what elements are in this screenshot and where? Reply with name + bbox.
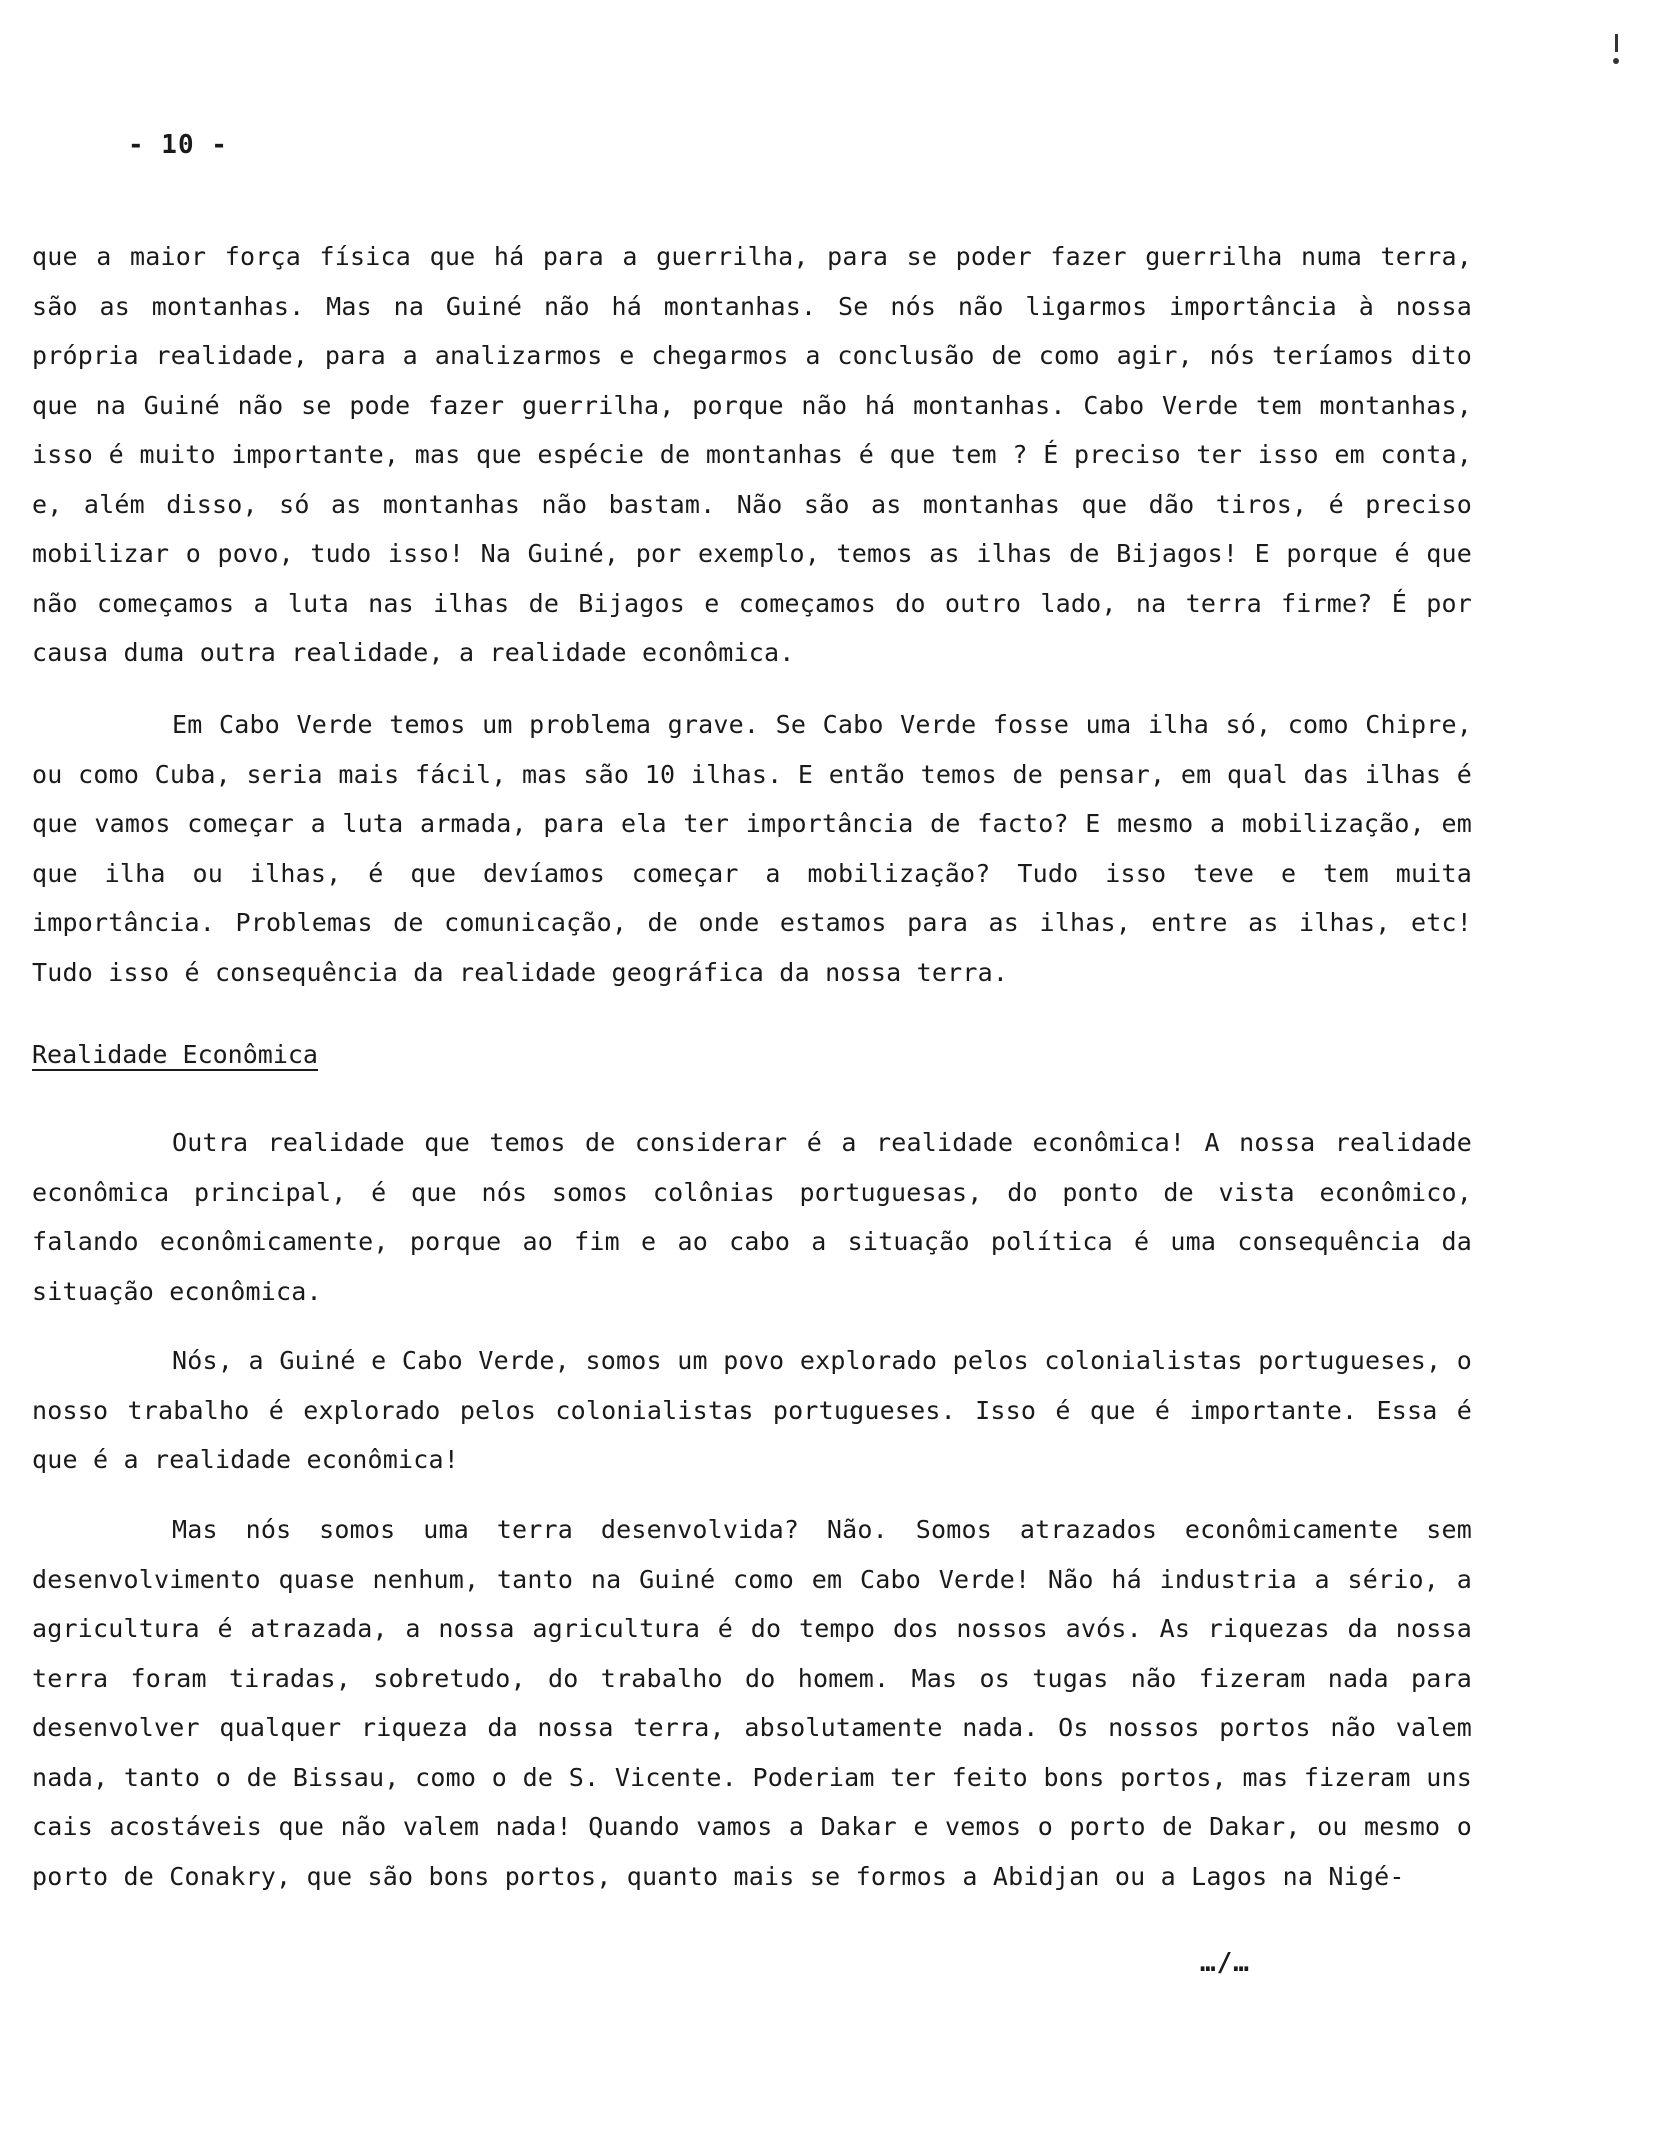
page-number: - 10 - — [128, 130, 228, 160]
paragraph — [32, 700, 1472, 997]
paragraph-text: que a maior força física que há para a guerrilha, para se poder fazer guerrilha numa terra, são as montanhas. Mas na Guiné não há montanhas. Se nós não ligarmos importância à nossa própria realidade, para a analizarmos e chegarmos a conclusão de como agir, nós teríamos dito que na Guiné não se pode fazer guerrilha, porque não há montanhas. Cabo Verde tem montanhas, isso é muito importante, mas que espécie de montanhas é que tem ? É preciso ter isso em conta, e, além disso, só as montanhas não bastam. Não são as montanhas que dão tiros, é preciso mobilizar o povo, tudo isso! Na Guiné, por exemplo, temos as ilhas de Bijagos! E porque é que não começamos a luta nas ilhas de Bijagos e começamos do outro lado, na terra firme? É por causa duma outra realidade, a realidade econômica. — [32, 242, 1472, 667]
paragraph-text: Em Cabo Verde temos um problema grave. Se Cabo Verde fosse uma ilha só, como Chipre, ou como Cuba, seria mais fácil, mas são 10 ilhas. E então temos de pensar, em qual das ilhas é que vamos começar a luta armada, para ela ter importância de facto? E mesmo a mobilização, em que ilha ou ilhas, é que devíamos começar a mobilização? Tudo isso teve e tem muita importância. Problemas de comunicação, de onde estamos para as ilhas, entre as ilhas, etc! Tudo isso é consequência da realidade geográfica da nossa terra. — [32, 710, 1472, 987]
paragraph — [32, 232, 1472, 678]
section-heading: Realidade Econômica — [32, 1040, 318, 1069]
paragraph-text: Outra realidade que temos de considerar é a realidade econômica! A nossa realidade econômica principal, é que nós somos colônias portuguesas, do ponto de vista econômico, falando econômicamente, porque ao fim e ao cabo a situação política é uma consequência da situação econômica. — [32, 1128, 1472, 1306]
paragraph — [32, 1118, 1472, 1316]
paragraph — [32, 1505, 1472, 1901]
paragraph-text: Mas nós somos uma terra desenvolvida? Não. Somos atrazados econômicamente sem desenvolvimento quase nenhum, tanto na Guiné como em Cabo Verde! Não há industria a sério, a agricultura é atrazada, a nossa agricultura é do tempo dos nossos avós. As riquezas da nossa terra foram tiradas, sobretudo, do trabalho do homem. Mas os tugas não fizeram nada para desenvolver qualquer riqueza da nossa terra, absolutamente nada. Os nossos portos não valem nada, tanto o de Bissau, como o de S. Vicente. Poderiam ter feito bons portos, mas fizeram uns cais acostáveis que não valem nada! Quando vamos a Dakar e vemos o porto de Dakar, ou mesmo o porto de Conakry, que são bons portos, quanto mais se formos a Abidjan ou a Lagos na Nigé- — [32, 1515, 1472, 1891]
continuation-mark: …/… — [1200, 1948, 1250, 1978]
margin-dot — [1613, 58, 1619, 64]
paragraph-text: Nós, a Guiné e Cabo Verde, somos um povo explorado pelos colonialistas portugueses, o nosso trabalho é explorado pelos colonialistas portugueses. Isso é que é importante. Essa é que é a realidade econômica! — [32, 1346, 1472, 1474]
margin-mark — [1615, 34, 1618, 52]
paragraph — [32, 1336, 1472, 1485]
